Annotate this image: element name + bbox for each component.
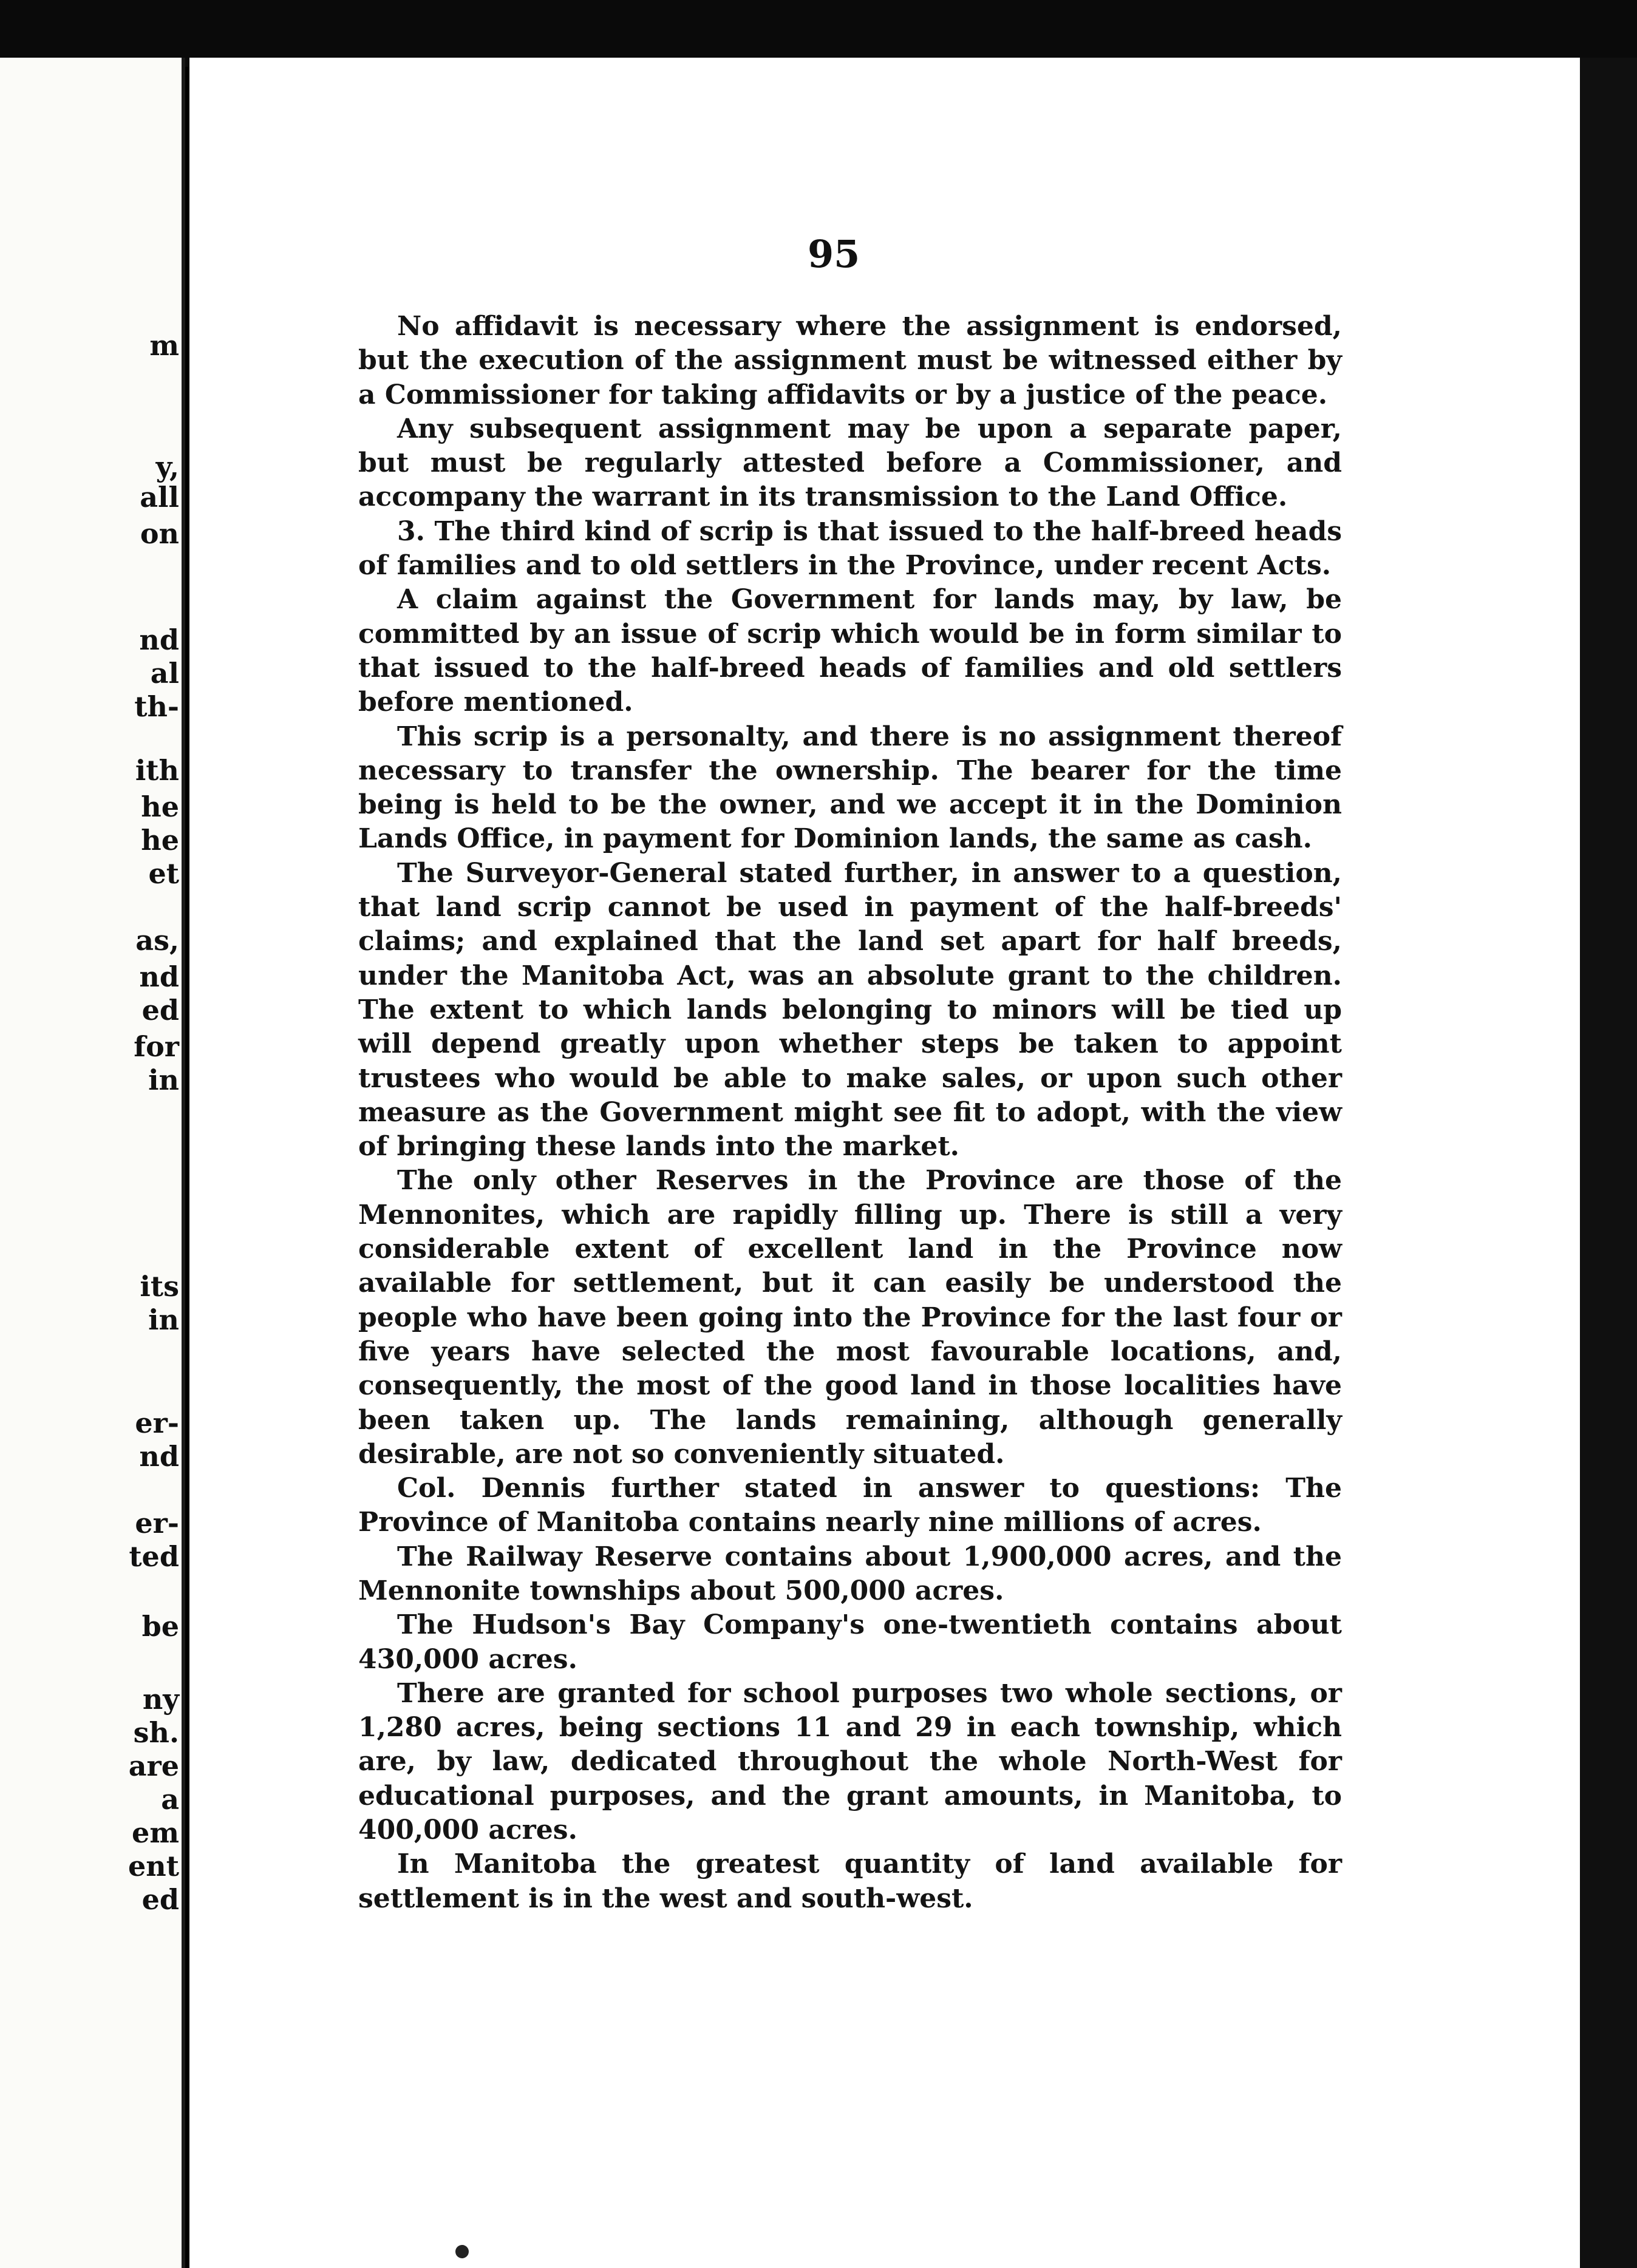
paragraph: The only other Reserves in the Province are those of the Mennonites, which are rapidly filling up. There is still a very considerable extent of excellent land in the Province now available for settlement, but it can easily be understood the people who have been going into the Province for the last four or five years have selected the most favourable locations, and, consequently, the most of the good land in those localities have been taken up. The lands remaining, although generally desirable, are not so conveniently situated. [358,1165,1342,1470]
paragraph: This scrip is a personalty, and there is no assignment thereof necessary to transfer the ownership. The bearer for the time being is held to be the owner, and we accept it in the Dominion Lands Office, in payment for Dominion lands, the same as cash. [358,721,1342,855]
adjacent-page-fragment: al [150,657,179,690]
paragraph: In Manitoba the greatest quantity of land available for settlement is in the west and south-west. [358,1849,1342,1914]
adjacent-page-fragment: er- [135,1507,179,1540]
adjacent-page-fragment: y, [155,450,179,483]
adjacent-page-fragment: sh. [133,1716,179,1749]
adjacent-page-fragment: he [141,790,179,823]
adjacent-page-fragment: m [149,329,179,362]
scan-speck [455,2245,469,2258]
scan-right-border [1580,58,1637,2268]
paragraph: No affidavit is necessary where the assignment is endorsed, but the execution of the assignment must be witnessed either by a Commissioner for taking affidavits or by a justice of the peace. [358,311,1342,410]
adjacent-page-fragment: all [140,481,179,514]
paragraph: A claim against the Government for lands may, by law, be committed by an issue of scrip which would be in form similar to that issued to the half-breed heads of families and old settlers before mentioned. [358,584,1342,718]
adjacent-page-fragment: ed [141,1883,179,1916]
adjacent-page-fragment: nd [139,1440,179,1473]
page-number: 95 [808,232,860,276]
adjacent-page-fragment: for [134,1030,179,1063]
paragraph: Any subsequent assignment may be upon a separate paper, but must be regularly attested before a Commissioner, and accompany the warrant in its transmission to the Land Office. [358,413,1342,513]
paragraph: Col. Dennis further stated in answer to questions: The Province of Manitoba contains nearly nine millions of acres. [358,1473,1342,1538]
adjacent-page-fragment: ny [142,1683,179,1716]
adjacent-page-fragment: ted [129,1540,179,1573]
paragraph: The Railway Reserve contains about 1,900,000 acres, and the Mennonite townships about 500,000 acres. [358,1541,1342,1606]
body-text [358,310,1342,1916]
adjacent-page-fragment: ent [128,1850,179,1883]
adjacent-page-fragment: in [148,1303,179,1336]
paragraph: There are granted for school purposes two whole sections, or 1,280 acres, being sections 11 and 29 in each township, which are, by law, dedicated throughout the whole North-West for educational purposes, and the grant amounts, in Manitoba, to 400,000 acres. [358,1677,1342,1846]
adjacent-page-fragment: a [161,1783,179,1816]
adjacent-page-fragment: its [140,1270,179,1303]
adjacent-page-fragment: are [128,1750,179,1782]
paragraph: The Hudson's Bay Company's one-twentieth contains about 430,000 acres. [358,1609,1342,1675]
adjacent-page-fragment: nd [139,960,179,993]
adjacent-page-fragment: nd [139,623,179,656]
adjacent-page-fragment: on [140,517,179,550]
scan-top-border [0,0,1637,67]
adjacent-page-fragment: be [141,1610,179,1643]
adjacent-page-fragment: er- [135,1407,179,1439]
adjacent-page-fragment: ith [135,754,179,787]
adjacent-page-edge [0,58,185,2268]
adjacent-page-fragment: in [148,1064,179,1096]
adjacent-page-fragment: ed [141,994,179,1027]
adjacent-page-fragment: he [141,824,179,857]
paragraph: The Surveyor-General stated further, in answer to a question, that land scrip cannot be used in payment of the half-breeds' claims; and explained that the land set apart for half breeds, under the Manitoba Act, was an absolute grant to the children. The extent to which lands belonging to minors will be tied up will depend greatly upon whether steps be taken to appoint trustees who would be able to make sales, or upon such other measure as the Government might see fit to adopt, with the view of bringing these lands into the market. [358,857,1342,1163]
adjacent-page-fragment: as, [135,924,179,957]
paragraph: 3. The third kind of scrip is that issued to the half-breed heads of families and to old settlers in the Province, under recent Acts. [358,515,1342,582]
adjacent-page-fragment: et [148,857,179,890]
adjacent-page-fragment: em [132,1816,179,1849]
adjacent-page-fragment: th- [134,690,179,723]
